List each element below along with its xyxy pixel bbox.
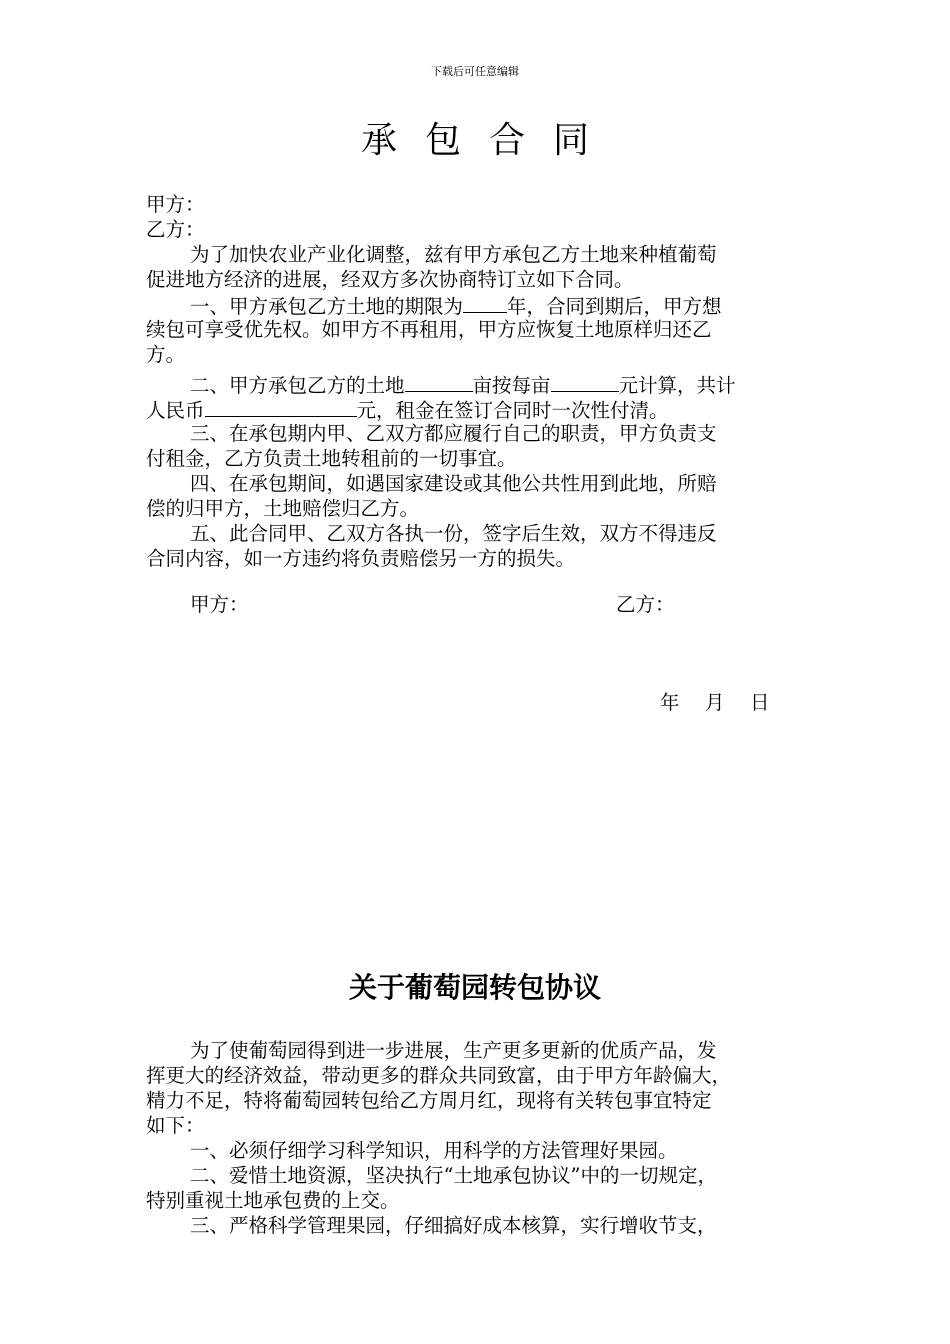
clause-2-text-c: 元计算，共计 (618, 374, 736, 397)
agreement-preamble-line-3: 精力不足，特将葡萄园转包给乙方周月红，现将有关转包事宜特定 (146, 1089, 712, 1112)
contract-title: 承包合同 (360, 120, 617, 161)
clause-1-line-2: 续包可享受优先权。如甲方不再租用，甲方应恢复土地原样归还乙 (146, 318, 712, 341)
clause-1-text-b: 年，合同到期后，甲方想 (507, 295, 722, 318)
date-day: 日 (750, 691, 770, 714)
clause-5-line-1: 五、此合同甲、乙双方各执一份，签字后生效，双方不得违反 (190, 522, 717, 545)
clause-2-line-1 (146, 371, 806, 396)
preamble-line-1: 为了加快农业产业化调整，兹有甲方承包乙方土地来种植葡萄 (190, 243, 717, 266)
signature-party-a[interactable]: 甲方： (190, 593, 249, 616)
agreement-item-1-line-1: 一、必须仔细学习科学知识，用科学的方法管理好果园。 (190, 1139, 678, 1162)
clause-2-text-b: 亩按每亩 (472, 374, 551, 397)
agreement-body (146, 1038, 806, 1238)
clause-1-line-1 (146, 292, 806, 317)
date-month: 月 (705, 691, 725, 714)
clause-4-line-2: 偿的归甲方，土地赔偿归乙方。 (146, 497, 420, 520)
clause-2-text-a: 二、甲方承包乙方的土地 (190, 374, 405, 397)
agreement-item-2-line-2: 特别重视土地承包费的上交。 (146, 1189, 400, 1212)
agreement-item-3-line-1: 三、严格科学管理果园，仔细搞好成本核算，实行增收节支， (190, 1214, 717, 1237)
clause-5-line-2: 合同内容，如一方违约将负责赔偿另一方的损失。 (146, 547, 576, 570)
signature-party-b[interactable]: 乙方： (616, 593, 675, 616)
date-year: 年 (660, 691, 680, 714)
header-note: 下载后可任意编辑 (431, 65, 519, 78)
clause-4-line-1: 四、在承包期间，如遇国家建设或其他公共性用到此地，所赔 (190, 472, 717, 495)
agreement-preamble-line-2: 挥更大的经济效益，带动更多的群众共同致富，由于甲方年龄偏大， (146, 1064, 732, 1087)
term-years-blank[interactable] (463, 292, 507, 313)
clause-1-text-a: 一、甲方承包乙方土地的期限为 (190, 295, 464, 318)
preamble-line-2: 促进地方经济的进展，经双方多次协商特订立如下合同。 (146, 268, 634, 291)
agreement-item-2-line-1: 二、爱惜土地资源，坚决执行“土地承包协议”中的一切规定， (190, 1164, 717, 1187)
agreement-title: 关于葡萄园转包协议 (348, 971, 601, 1004)
party-a-label: 甲方： (146, 193, 205, 216)
total-rmb-blank[interactable] (205, 396, 357, 417)
clause-2-text-d: 人民币 (146, 399, 205, 422)
clause-3-line-1: 三、在承包期内甲、乙双方都应履行自己的职责，甲方负责支 (190, 422, 717, 445)
clause-1-line-3: 方。 (146, 343, 186, 366)
agreement-preamble-line-4: 如下： (146, 1114, 205, 1137)
contract-body (146, 192, 806, 571)
price-per-mu-blank[interactable] (551, 371, 619, 392)
clause-2-text-e: 元，租金在签订合同时一次性付清。 (356, 399, 669, 422)
clause-3-line-2: 付租金，乙方负责土地转租前的一切事宜。 (146, 447, 517, 470)
clause-2-line-2 (146, 396, 806, 421)
land-area-blank[interactable] (405, 371, 473, 392)
agreement-preamble-line-1: 为了使葡萄园得到进一步进展，生产更多更新的优质产品，发 (190, 1039, 717, 1062)
party-b-label: 乙方： (146, 218, 205, 241)
